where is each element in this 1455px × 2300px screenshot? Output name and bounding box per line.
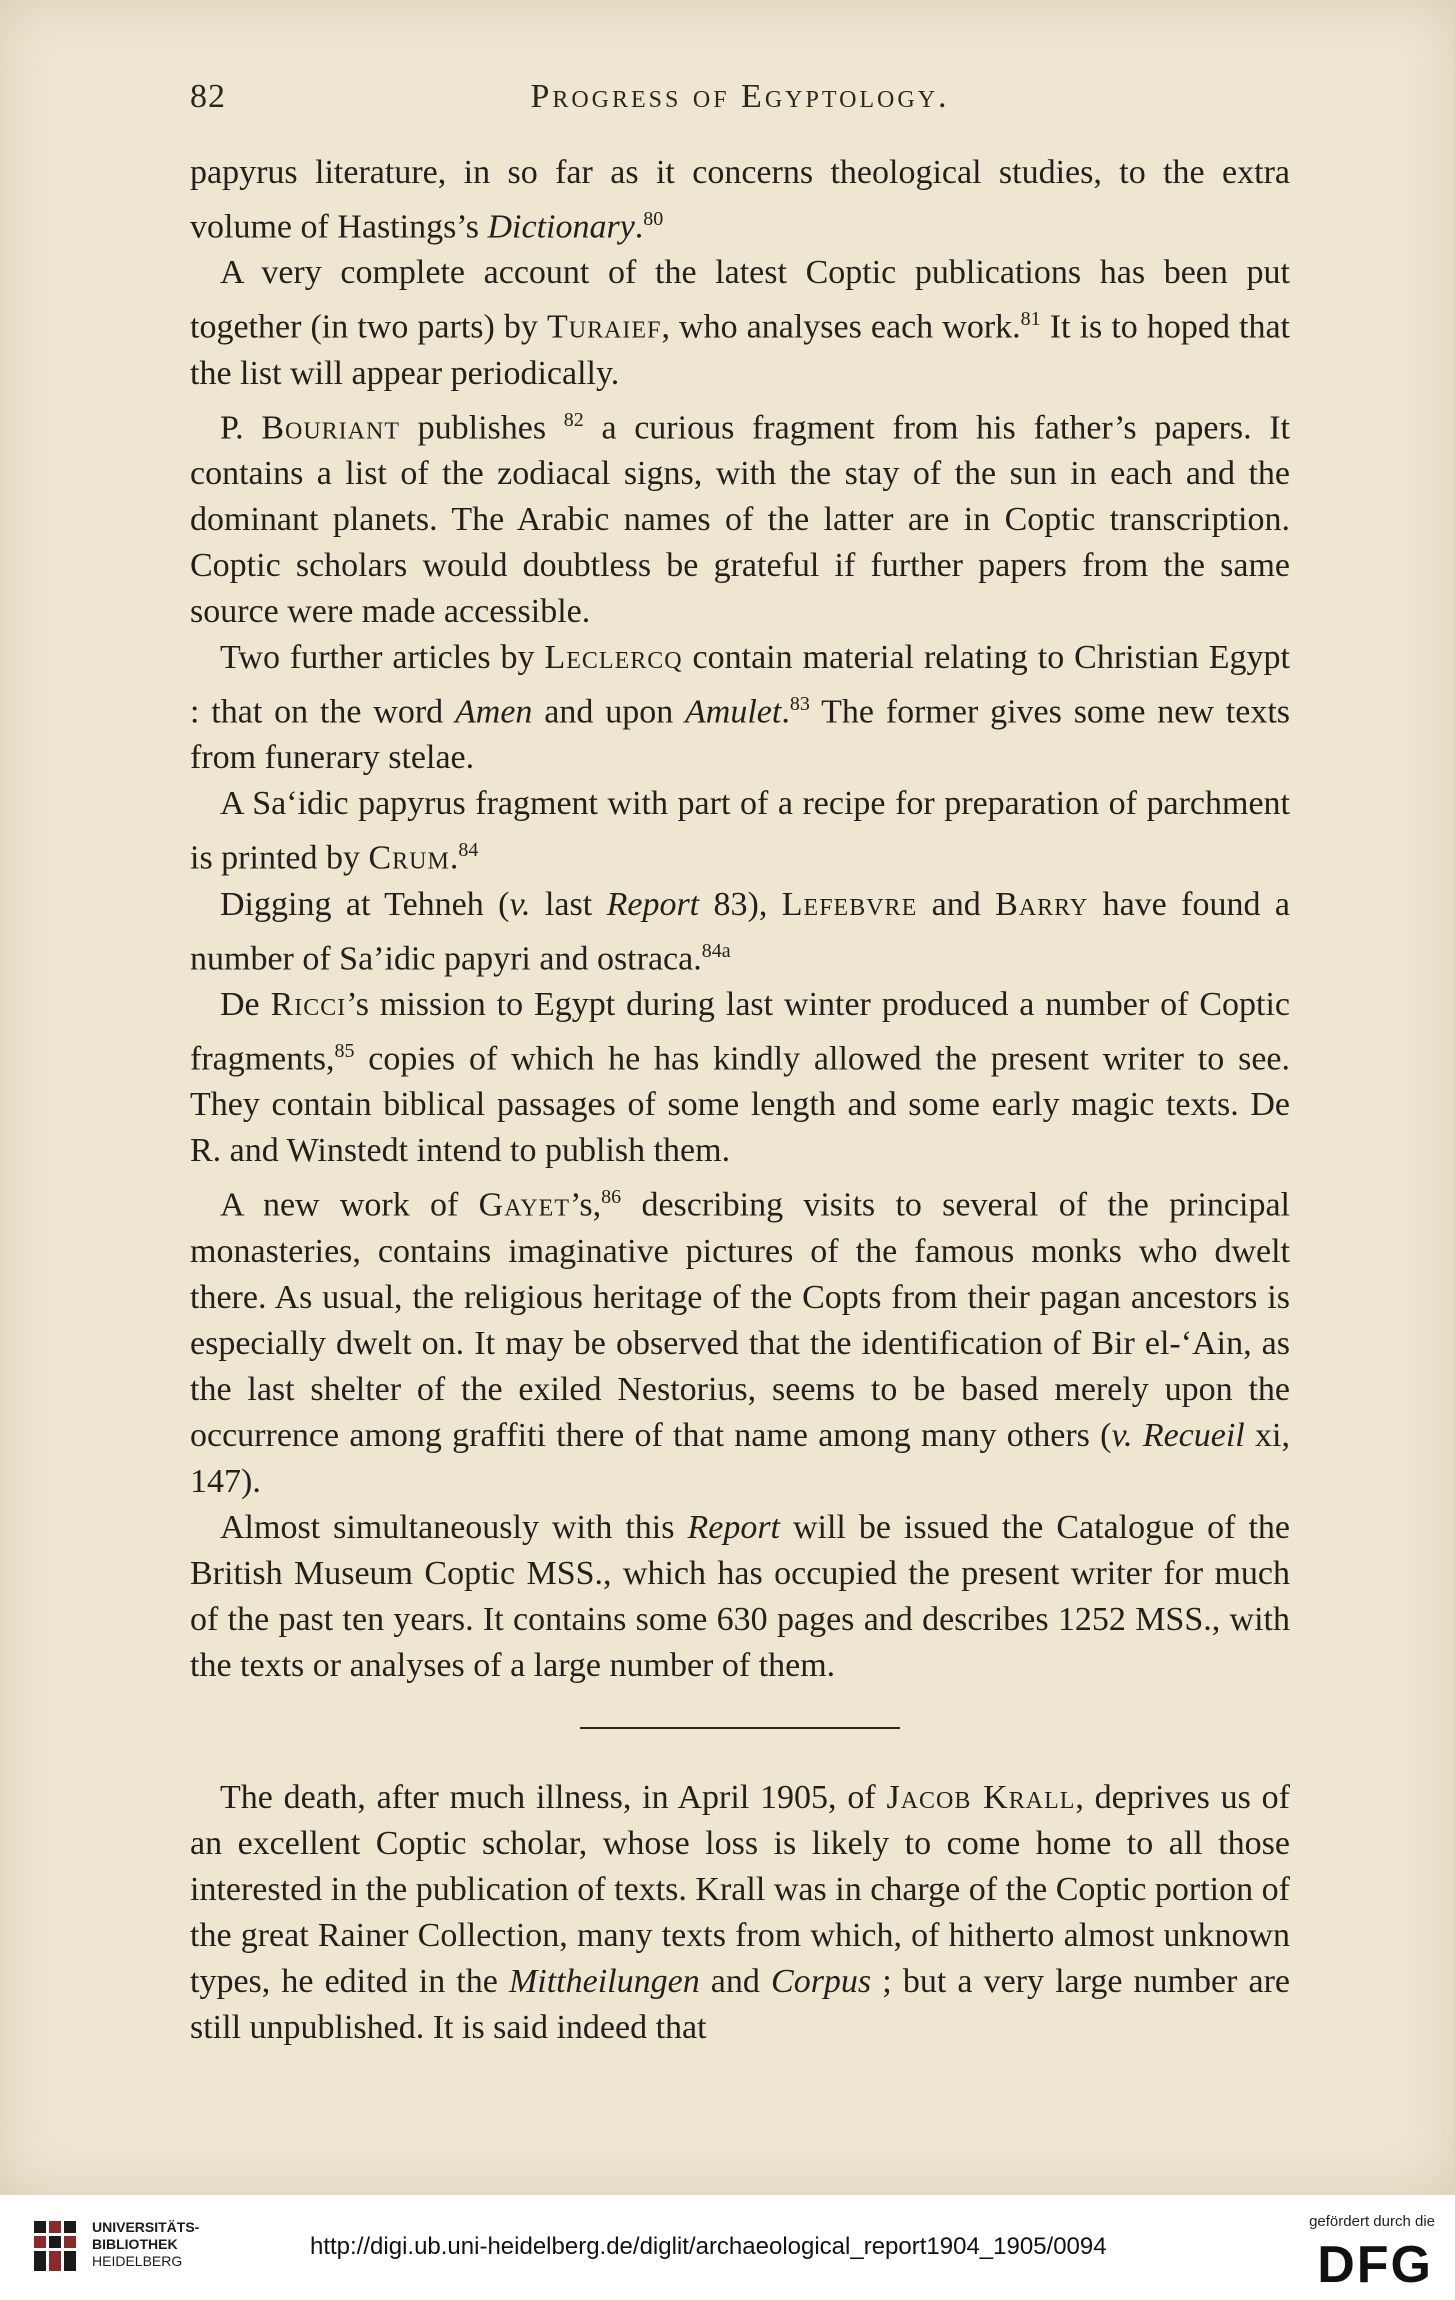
footnote-ref: 81 [1020, 308, 1041, 331]
section-divider [580, 1727, 900, 1729]
text-run: Ricci [270, 985, 347, 1023]
text-run: v. [509, 885, 531, 923]
text-run: Dictionary [487, 208, 635, 246]
paragraph [190, 882, 1290, 982]
text-run: ; but a very large number are still unpublished. It is said indeed that [190, 1962, 1290, 2046]
main-paragraphs [190, 150, 1290, 1689]
text-run: 83), [699, 885, 782, 923]
running-title: Progress of Egyptology. [530, 78, 950, 115]
text-run: publishes [399, 408, 564, 446]
page-number: 82 [190, 78, 226, 115]
text-run: will be issued the Catalogue of the British Museum Coptic MSS., which has occupied the present writer for much of the past ten years. It contains some 630 pages and describes 1252 MSS., with the texts or analyses of a large number of them. [190, 1508, 1290, 1684]
text-run: xi, 147). [190, 1416, 1290, 1500]
paragraph [190, 397, 1290, 635]
text-run: Lefebvre [781, 885, 918, 923]
footnote-ref: 80 [643, 208, 664, 230]
text-run: Leclercq [544, 638, 683, 676]
text-run: . [634, 208, 644, 246]
text-run: A new work of [220, 1186, 479, 1224]
after-rule-paragraphs [190, 1775, 1290, 2051]
text-run: . [449, 839, 459, 877]
footnote-ref: 84a [701, 939, 731, 962]
text-run: Digging at Tehneh ( [220, 885, 510, 923]
digitization-footer [0, 2195, 1455, 2300]
text-run: Crum [368, 839, 450, 877]
text-run: Amulet [685, 693, 782, 731]
text-run: The former gives some new texts from funerary stelae. [190, 693, 1290, 777]
paragraph [190, 982, 1290, 1174]
paragraph [190, 1505, 1290, 1689]
footnote-ref: 82 [563, 408, 584, 431]
text-run: Report [606, 885, 700, 923]
permalink-url[interactable]: http://digi.ub.uni-heidelberg.de/diglit/archaeological_report1904_1905/0094 [310, 2233, 1107, 2260]
paragraph [190, 250, 1290, 396]
paragraph [190, 781, 1290, 881]
text-run: Amen [455, 693, 533, 731]
text-run: v. Recueil [1111, 1416, 1245, 1454]
text-run: A Sa‘idic papyrus fragment with part of a recipe for preparation of parchment is printed by [190, 785, 1290, 877]
paragraph [190, 635, 1290, 781]
text-run: A very complete account of the latest Coptic publications has been put together (in two parts) by [190, 254, 1290, 346]
paragraph [190, 150, 1290, 250]
dfg-logo: DFG [1317, 2236, 1433, 2294]
university-library-logo-icon [30, 2217, 80, 2275]
text-run: last [530, 885, 607, 923]
running-header [190, 78, 1290, 128]
text-run: copies of which he has kindly allowed the present writer to see. They contain biblical passages of some length and some early magic texts. De R. and Winstedt intend to publish them. [190, 1040, 1290, 1170]
text-run: contain material relating to Christian Egypt : that on the word [190, 638, 1290, 731]
library-name [92, 2219, 199, 2270]
text-run: P. [220, 408, 262, 446]
text-run: a curious fragment from his father’s papers. It contains a list of the zodiacal signs, with the stay of the sun in each and the dominant planets. The Arabic names of the latter are in Coptic transcription. Coptic scholars would doubtless be grateful if further papers from the same source were made accessible. [190, 408, 1291, 630]
paragraph [190, 1174, 1290, 1504]
text-run: Turaief [546, 308, 662, 346]
body-text [190, 150, 1290, 2051]
footnote-ref: 86 [601, 1186, 622, 1209]
text-run: Jacob Krall [886, 1778, 1076, 1816]
text-run: Report [687, 1508, 780, 1546]
text-run: , deprives us of an excellent Coptic scholar, whose loss is likely to come home to all those interested in the publication of texts. Krall was in charge of the Coptic portion of the great Rainer Collection, many texts from which, of hitherto almost unknown types, he edited in the [190, 1778, 1290, 2000]
text-run: Mittheilungen [508, 1962, 700, 2000]
text-run: Two further articles by [220, 638, 545, 676]
text-run: De [220, 985, 271, 1023]
text-run: papyrus literature, in so far as it concerns theological studies, to the extra volume of Hastings’s [190, 154, 1290, 246]
paragraph [190, 1775, 1290, 2051]
library-line-2: BIBLIOTHEK [92, 2236, 178, 2252]
text-run: ’s, [569, 1186, 602, 1224]
footnote-ref: 84 [458, 839, 479, 862]
text-run: Barry [995, 885, 1089, 923]
text-run: describing visits to several of the principal monasteries, contains imaginative pictures of the famous monks who dwelt there. As usual, the religious heritage of the Copts from their pagan ancestors is especially dwelt on. It may be observed that the identification of Bir el-‘Ain, as the last shelter of the exiled Nestorius, seems to be based merely upon the occurrence among graffiti there of that name among many others ( [190, 1186, 1290, 1454]
funding-note: gefördert durch die [1309, 2213, 1435, 2230]
footnote-ref: 85 [334, 1039, 355, 1062]
text-run: Almost simultaneously with this [220, 1508, 688, 1546]
text-run: It is to hoped that the list will appear periodically. [190, 308, 1291, 392]
library-line-1: UNIVERSITÄTS- [92, 2219, 200, 2235]
text-run: and [699, 1962, 772, 2000]
text-run: Bouriant [261, 408, 400, 446]
text-run: and [917, 885, 996, 923]
text-run: Corpus [771, 1962, 872, 2000]
text-run: Gayet [478, 1186, 570, 1224]
text-run: ’s mission to Egypt during last winter produced a number of Coptic fragments, [190, 985, 1291, 1078]
text-run: have found a number of Sa’idic papyri and ostraca. [190, 885, 1290, 977]
footnote-ref: 83 [789, 692, 810, 715]
library-line-3: HEIDELBERG [92, 2253, 183, 2269]
text-run: , who analyses each work. [661, 308, 1021, 346]
text-run: The death, after much illness, in April 1905, of [220, 1778, 887, 1816]
text-run: . [781, 693, 790, 731]
text-run: and upon [532, 693, 686, 731]
